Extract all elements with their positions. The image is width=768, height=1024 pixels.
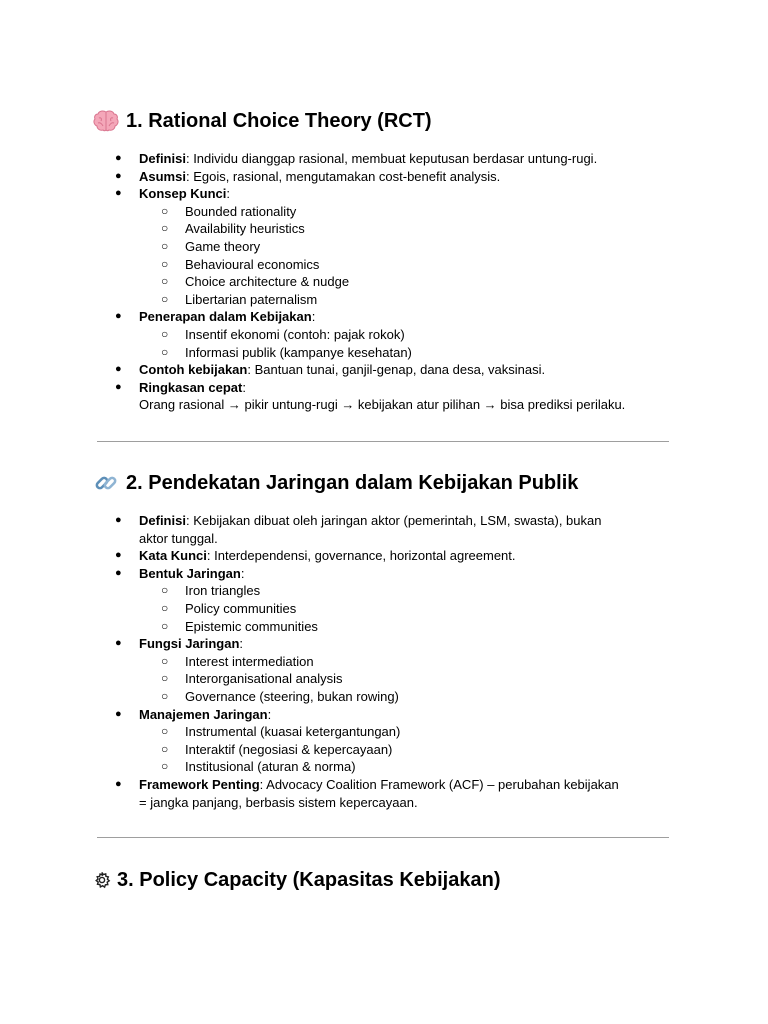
sub-item-text: Bounded rationality (185, 203, 297, 219)
item-text: : Individu dianggap rasional, membuat keputusan berdasar untung-rugi. (185, 151, 598, 166)
item-text-continued: = jangka panjang, berbasis sistem kepercayaan. (139, 794, 418, 810)
section-divider (97, 837, 669, 838)
item-term: Asumsi (139, 168, 186, 184)
bullet-icon: ● (115, 169, 122, 182)
item-text: : (226, 186, 231, 202)
item-term: Fungsi Jaringan (139, 636, 240, 652)
item-text: : (239, 636, 244, 652)
item-text: : Advocacy Coalition Framework (ACF) – perubahan kebijakan (259, 776, 619, 792)
section-heading-policy-capacity (93, 868, 501, 892)
list-item (0, 361, 768, 379)
sub-item-text: Iron triangles (185, 583, 261, 599)
item-text: : (240, 565, 245, 581)
sub-item-text: Interaktif (negosiasi & kepercayaan) (185, 741, 393, 757)
item-text: : (242, 379, 246, 395)
item-term: Kata Kunci (139, 548, 207, 564)
circle-bullet-icon: ○ (161, 274, 169, 289)
section-divider (97, 441, 669, 442)
sub-item-text: Informasi publik (kampanye kesehatan) (185, 344, 412, 360)
sub-list-item (0, 670, 768, 688)
sub-item-text: Policy communities (185, 600, 297, 616)
item-term: Bentuk Jaringan (139, 565, 241, 581)
circle-bullet-icon: ○ (161, 724, 169, 739)
circle-bullet-icon: ○ (161, 618, 169, 633)
item-text: : Bantuan tunai, ganjil-genap, dana desa, vaksinasi. (247, 362, 546, 378)
gear-icon (93, 868, 111, 892)
sub-list-item (0, 600, 768, 618)
sub-item-text: Institusional (aturan & norma) (185, 759, 356, 775)
item-text: : Egois, rasional, mengutamakan cost-benefit analysis. (185, 168, 501, 184)
sub-list-item (0, 582, 768, 600)
sub-item-text: Interest intermediation (185, 653, 314, 669)
link-icon (93, 471, 119, 495)
circle-bullet-icon: ○ (161, 344, 169, 359)
item-text-continued: Orang rasional → pikir untung-rugi → kebijakan atur pilihan → bisa prediksi perilaku. (139, 397, 626, 413)
item-term: Manajemen Jaringan (139, 706, 268, 722)
bullet-icon: ● (115, 310, 122, 323)
item-text-continued: aktor tunggal. (139, 530, 218, 546)
sub-list-item (0, 291, 768, 309)
sub-item-text: Libertarian paternalism (185, 291, 318, 307)
sub-item-text: Interorganisational analysis (185, 671, 343, 687)
bullet-icon: ● (115, 777, 122, 790)
circle-bullet-icon: ○ (161, 203, 169, 218)
section-heading-network (93, 471, 578, 495)
bullet-icon: ● (115, 707, 122, 720)
circle-bullet-icon: ○ (161, 741, 169, 756)
bullet-icon: ● (115, 637, 122, 650)
sub-list-item (0, 653, 768, 671)
sub-list-item (0, 758, 768, 776)
list-item (0, 565, 768, 583)
section-title: 3. Policy Capacity (Kapasitas Kebijakan) (117, 869, 501, 891)
list-item (0, 150, 768, 168)
circle-bullet-icon: ○ (161, 221, 169, 236)
sub-list-item (0, 344, 768, 362)
bullet-icon: ● (115, 152, 122, 164)
sub-item-text: Insentif ekonomi (contoh: pajak rokok) (185, 326, 405, 342)
list-item (0, 706, 768, 724)
list-item (0, 379, 768, 414)
sub-list-item (0, 203, 768, 221)
sub-list-item (0, 326, 768, 344)
circle-bullet-icon: ○ (161, 759, 169, 774)
sub-item-text: Governance (steering, bukan rowing) (185, 688, 399, 704)
section-title: 1. Rational Choice Theory (RCT) (126, 110, 432, 132)
sub-list-item (0, 273, 768, 291)
sub-item-text: Instrumental (kuasai ketergantungan) (185, 724, 401, 740)
circle-bullet-icon: ○ (161, 600, 169, 615)
rct-list (0, 150, 768, 414)
network-list (0, 512, 768, 811)
item-term: Ringkasan cepat (139, 379, 243, 395)
sub-list-item (0, 723, 768, 741)
circle-bullet-icon: ○ (161, 256, 169, 271)
list-item (0, 308, 768, 326)
section-title: 2. Pendekatan Jaringan dalam Kebijakan Publik (126, 472, 579, 494)
item-term: Definisi (139, 513, 186, 528)
sub-list-item (0, 741, 768, 759)
list-item (0, 547, 768, 565)
item-term: Contoh kebijakan (139, 362, 248, 378)
item-term: Definisi (139, 151, 186, 166)
bullet-icon: ● (115, 514, 122, 526)
list-item (0, 635, 768, 653)
circle-bullet-icon: ○ (161, 671, 169, 686)
circle-bullet-icon: ○ (161, 238, 169, 253)
sub-list-item (0, 618, 768, 636)
circle-bullet-icon: ○ (161, 326, 169, 341)
bullet-icon: ● (115, 549, 122, 562)
item-text: : (311, 309, 316, 325)
sub-item-text: Behavioural economics (185, 256, 320, 272)
sub-list-item (0, 256, 768, 274)
item-text: : (267, 706, 272, 722)
bullet-icon: ● (115, 187, 122, 200)
item-term: Penerapan dalam Kebijakan (139, 309, 312, 325)
list-item (0, 512, 768, 547)
sub-list-item (0, 238, 768, 256)
item-term: Konsep Kunci (139, 186, 227, 202)
bullet-icon: ● (115, 566, 122, 579)
brain-icon (93, 109, 119, 133)
sub-list-item (0, 688, 768, 706)
item-text: : Kebijakan dibuat oleh jaringan aktor (pemerintah, LSM, swasta), bukan (185, 513, 602, 528)
list-item (0, 776, 768, 811)
sub-item-text: Availability heuristics (185, 221, 305, 237)
item-text: : Interdependensi, governance, horizontal agreement. (206, 548, 516, 564)
section-heading-rct (93, 109, 432, 133)
sub-item-text: Game theory (185, 238, 261, 254)
item-term: Framework Penting (139, 776, 260, 792)
sub-item-text: Epistemic communities (185, 618, 318, 634)
bullet-icon: ● (115, 380, 122, 393)
sub-list-item (0, 220, 768, 238)
list-item (0, 185, 768, 203)
circle-bullet-icon: ○ (161, 653, 169, 668)
bullet-icon: ● (115, 363, 122, 376)
list-item (0, 168, 768, 186)
circle-bullet-icon: ○ (161, 688, 169, 703)
circle-bullet-icon: ○ (161, 583, 169, 598)
sub-item-text: Choice architecture & nudge (185, 274, 350, 290)
circle-bullet-icon: ○ (161, 291, 169, 306)
